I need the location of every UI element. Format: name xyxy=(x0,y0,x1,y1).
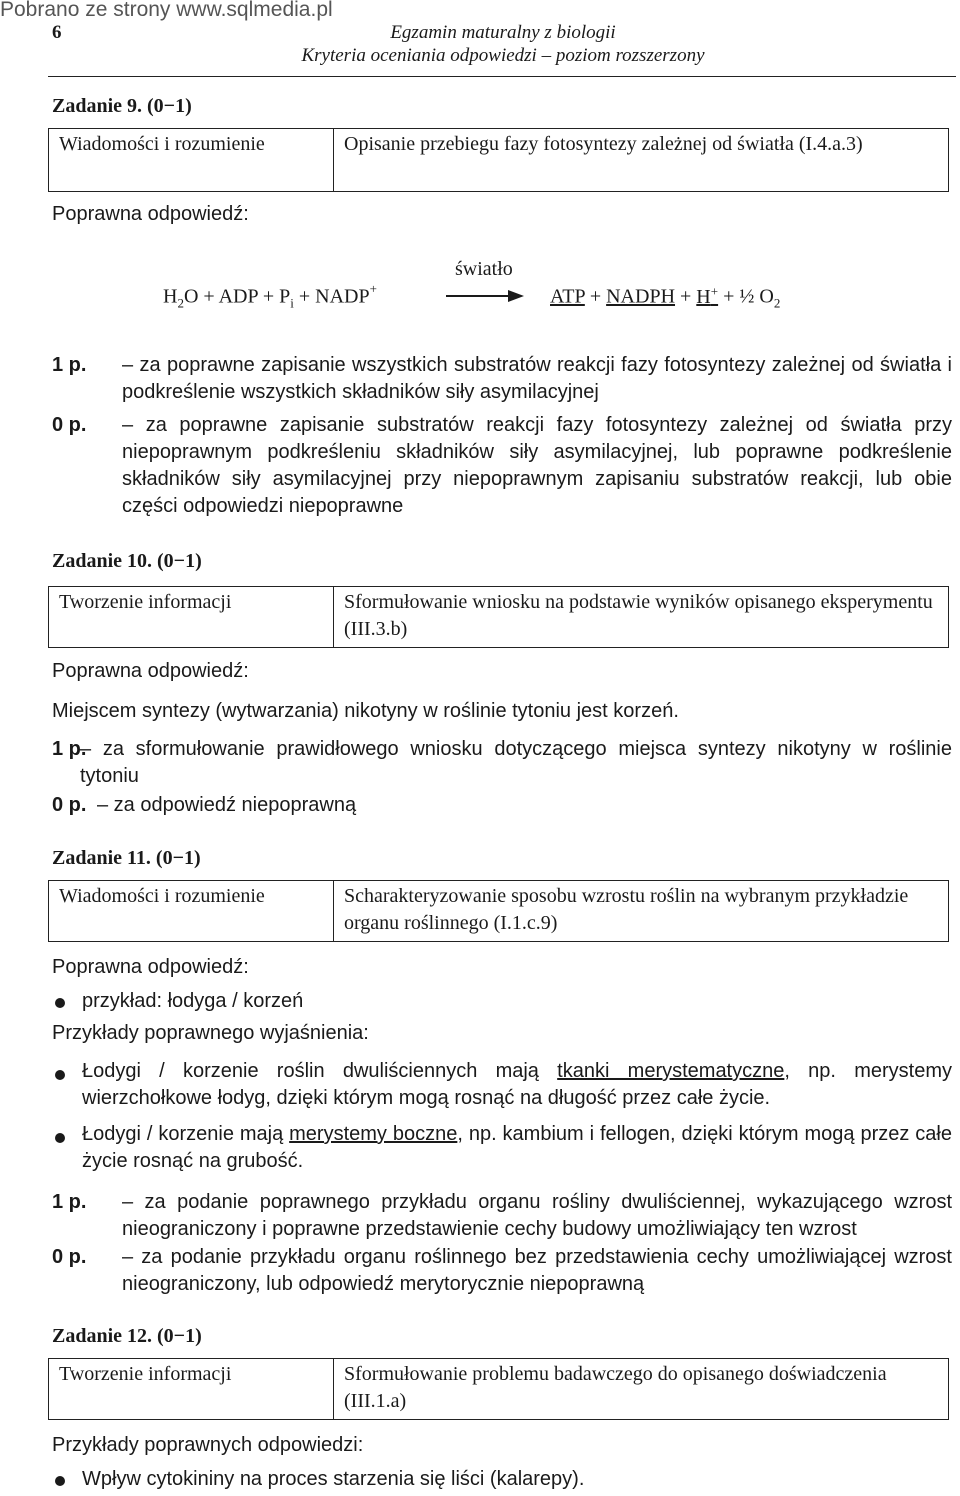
nadph-product: NADPH xyxy=(606,285,676,308)
score-text: – za podanie poprawnego przykładu organu rośliny dwuliściennej, wykazującego wzrost nieograniczony i poprawne przedstawienie cechy budowy umożliwiający ten wzrost xyxy=(122,1191,952,1240)
score-points: 0 p. xyxy=(52,414,87,436)
task-9-criteria-table xyxy=(48,128,949,192)
task-11-explanations-label: Przykłady poprawnego wyjaśnienia: xyxy=(52,1022,369,1044)
score-text: – za sformułowanie prawidłowego wniosku dotyczącego miejsca syntezy nikotyny w roślinie tytoniu xyxy=(80,738,952,787)
page-number: 6 xyxy=(52,22,62,43)
task-9-equation-left: $H_2O$ + ADP + $P_i$ + NADP+ xyxy=(163,281,377,311)
task-12-criteria-table xyxy=(48,1358,949,1420)
score-points: 0 p. xyxy=(52,1246,87,1268)
task-9-score-1 xyxy=(52,352,952,412)
bullet-icon xyxy=(55,1133,65,1143)
task-11-example: przykład: łodyga / korzeń xyxy=(82,990,304,1012)
task-11-requirement: Scharakteryzowanie sposobu wzrostu roślin na wybranym przykładzie organu roślinnego (I.1.c.9) xyxy=(334,881,949,942)
score-points: 1 p. xyxy=(52,738,87,760)
task-9-score-0 xyxy=(52,412,952,524)
task-10-title: Zadanie 10. (0−1) xyxy=(52,550,202,572)
task-10-area: Tworzenie informacji xyxy=(49,587,334,648)
h-ion-product: H+ xyxy=(696,283,719,308)
bullet-icon xyxy=(55,1070,65,1080)
task-12-title: Zadanie 12. (0−1) xyxy=(52,1325,202,1347)
task-9-answer-label: Poprawna odpowiedź: xyxy=(52,203,249,225)
task-10-answer-label: Poprawna odpowiedź: xyxy=(52,660,249,682)
score-text: – za poprawne zapisanie wszystkich substratów reakcji fazy fotosyntezy zależnej od światła i podkreślenie wszystkich składników siły asymilacyjnej xyxy=(122,354,952,403)
score-text: – za odpowiedź niepoprawną xyxy=(97,794,357,816)
task-9-equation-right: ATP + NADPH + H+ + ½ $O_2$ xyxy=(550,283,781,311)
task-11-explanation-1: Łodygi / korzenie roślin dwuliściennych mają tkanki merystematyczne, np. merystemy wierzchołkowe łodyg, dzięki którym mogą rosnąć na długość przez całe życie. xyxy=(82,1060,952,1109)
task-10-requirement: Sformułowanie wniosku na podstawie wyników opisanego eksperymentu (III.3.b) xyxy=(334,587,949,648)
score-points: 1 p. xyxy=(52,354,87,376)
task-12-answer-1: Wpływ cytokininy na proces starzenia się liści (kalarepy). xyxy=(82,1468,585,1490)
header-subtitle: Kryteria oceniania odpowiedzi – poziom rozszerzony xyxy=(301,45,705,66)
task-12-requirement: Sformułowanie problemu badawczego do opisanego doświadczenia (III.1.a) xyxy=(334,1359,949,1420)
task-11-criteria-table xyxy=(48,880,949,942)
bullet-icon xyxy=(55,998,65,1008)
atp-product: ATP xyxy=(550,285,585,308)
task-10-score-1 xyxy=(52,736,952,792)
score-text: – za podanie przykładu organu roślinnego bez przedstawienia cechy umożliwiającej wzrost nieograniczony, lub odpowiedź merytorycznie niepoprawną xyxy=(122,1246,952,1295)
task-11-area: Wiadomości i rozumienie xyxy=(49,881,334,942)
task-10-score-0 xyxy=(52,792,952,820)
task-9-requirement: Opisanie przebiegu fazy fotosyntezy zależnej od światła (I.4.a.3) xyxy=(334,129,949,192)
task-11-answer-label: Poprawna odpowiedź: xyxy=(52,956,249,978)
score-points: 1 p. xyxy=(52,1191,87,1213)
task-10-answer: Miejscem syntezy (wytwarzania) nikotyny w roślinie tytoniu jest korzeń. xyxy=(52,700,679,722)
task-11-score-1 xyxy=(52,1189,952,1245)
reaction-arrow-icon xyxy=(446,288,524,304)
task-10-criteria-table xyxy=(48,586,949,648)
task-12-area: Tworzenie informacji xyxy=(49,1359,334,1420)
task-9-arrow-label: światło xyxy=(455,258,513,280)
task-11-explanation-2: Łodygi / korzenie mają merystemy boczne, np. kambium i fellogen, dzięki którym mogą przez całe życie rosnąć na grubość. xyxy=(82,1123,952,1172)
task-9-title: Zadanie 9. (0−1) xyxy=(52,95,192,117)
task-11-score-0 xyxy=(52,1244,952,1300)
task-11-title: Zadanie 11. (0−1) xyxy=(52,847,201,869)
header-rule xyxy=(48,76,956,77)
header-title: Egzamin maturalny z biologii xyxy=(390,22,616,43)
task-12-answers-label: Przykłady poprawnych odpowiedzi: xyxy=(52,1434,364,1456)
score-text: – za poprawne zapisanie substratów reakcji fazy fotosyntezy zależnej od światła przy niepoprawnym podkreśleniu składników siły asymilacyjnej, lub poprawne podkreślenie składników siły asymilacyjnej przy niepoprawnym zapisaniu substratów reakcji, lub obie części odpowiedzi niepoprawne xyxy=(122,414,952,517)
source-watermark: Pobrano ze strony www.sqlmedia.pl xyxy=(0,0,333,21)
task-9-area: Wiadomości i rozumienie xyxy=(49,129,334,192)
score-points: 0 p. xyxy=(52,794,87,816)
bullet-icon xyxy=(55,1476,65,1486)
